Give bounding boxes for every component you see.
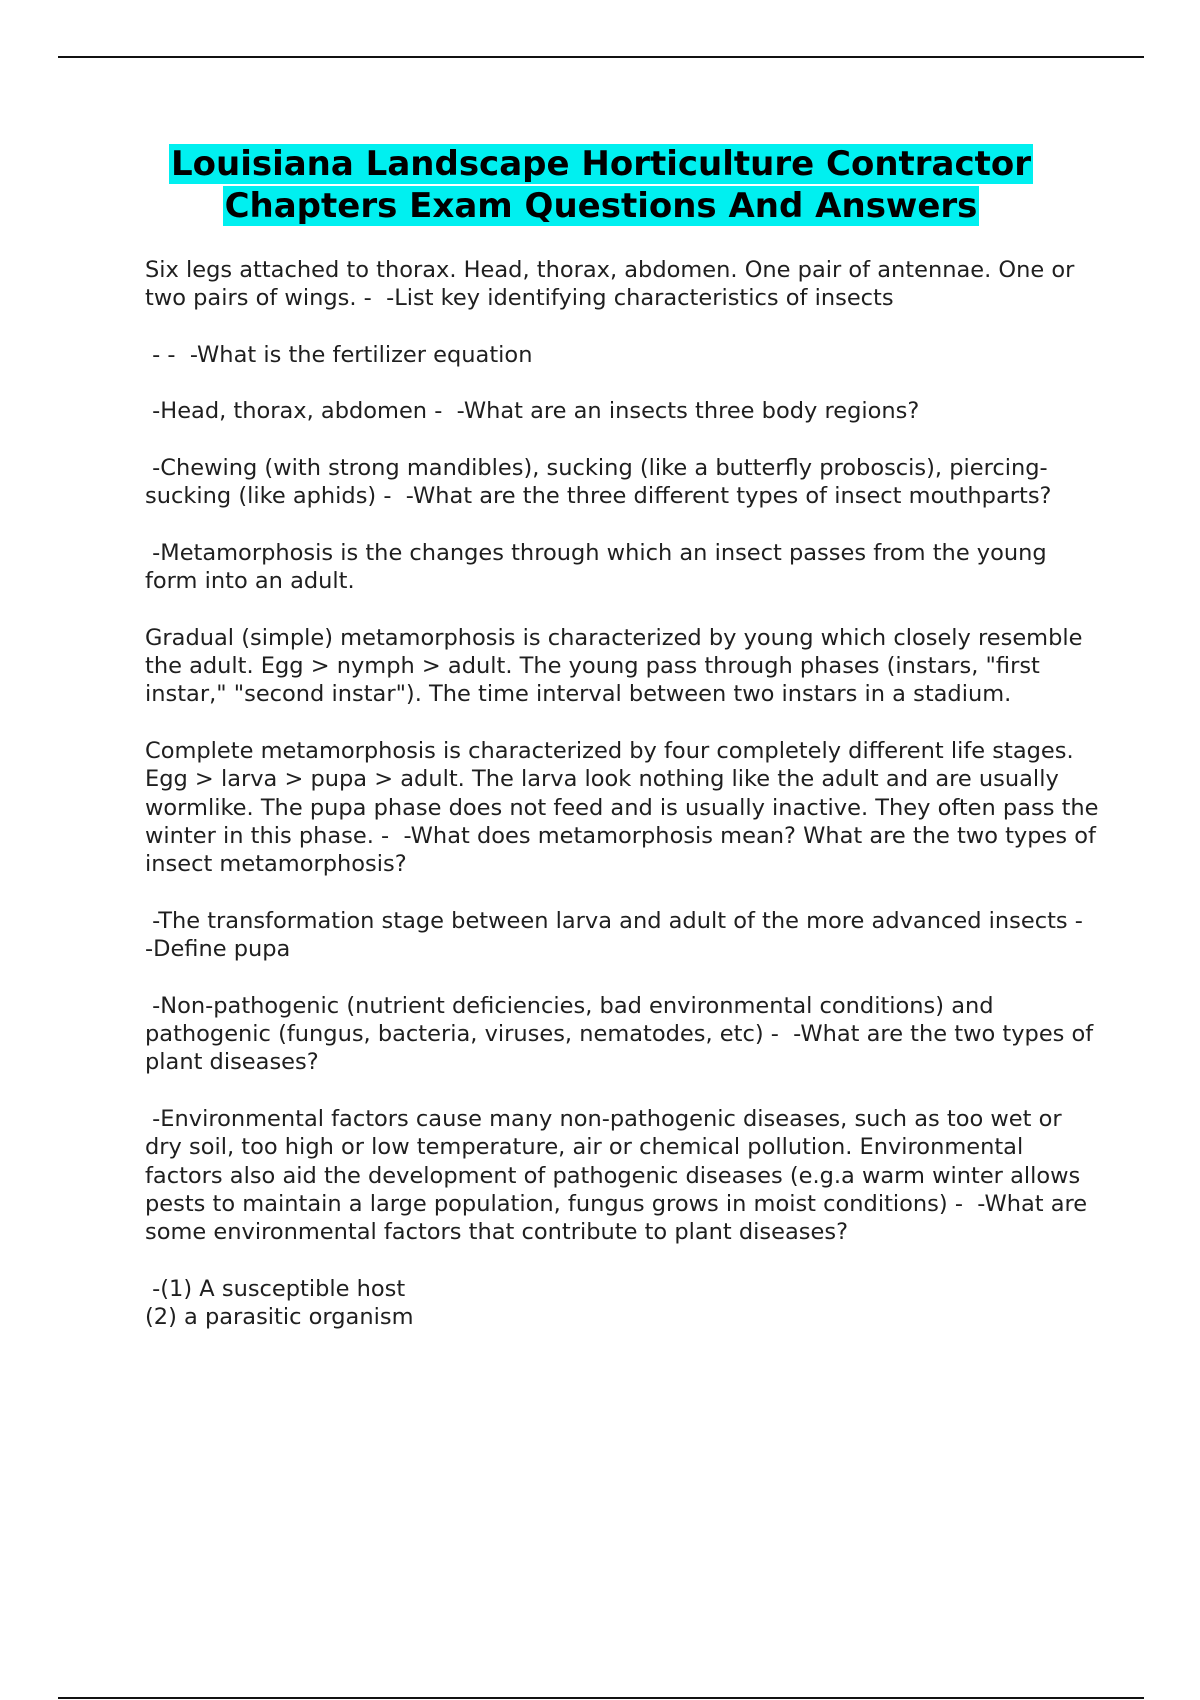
top-rule <box>58 56 1144 58</box>
qa-paragraph-11: -(1) A susceptible host (2) a parasitic organism <box>145 1275 414 1330</box>
qa-paragraph-6: Gradual (simple) metamorphosis is characterized by young which closely resemble the adult. Egg > nymph > adult. The young pass through phases (instars, "first instar," "second instar"). The time interval between two instars in a stadium. <box>145 624 1090 708</box>
bottom-rule <box>58 1697 1144 1699</box>
qa-paragraph-3: -Head, thorax, abdomen - -What are an insects three body regions? <box>145 398 920 425</box>
title-line-1: Louisiana Landscape Horticulture Contractor <box>170 144 1032 184</box>
qa-paragraph-2: - - -What is the fertilizer equation <box>145 341 533 368</box>
qa-paragraph-8: -The transformation stage between larva and adult of the more advanced insects - -Define pupa <box>145 907 1098 963</box>
qa-paragraph-4: -Chewing (with strong mandibles), sucking (like a butterfly proboscis), piercing-sucking (like aphids) - -What are the three different types of insect mouthparts? <box>145 455 1052 510</box>
qa-paragraph-9: -Non-pathogenic (nutrient deficiencies, bad environmental conditions) and pathogenic (fungus, bacteria, viruses, nematodes, etc) - -What are the two types of plant diseases? <box>145 992 1101 1076</box>
qa-paragraph-7: Complete metamorphosis is characterized by four completely different life stages. Egg > larva > pupa > adult. The larva look nothing like the adult and are usually wormlike. The pupa phase does not feed and is usually inactive. They often pass the winter in this phase. - -What does metamorphosis mean? What are the two types of insect metamorphosis? <box>145 738 1106 878</box>
qa-paragraph-5: -Metamorphosis is the changes through which an insect passes from the young form into an adult. <box>145 539 1054 595</box>
document-body <box>145 256 1105 1360</box>
title-line-2: Chapters Exam Questions And Answers <box>224 186 978 226</box>
qa-paragraph-1: Six legs attached to thorax. Head, thorax, abdomen. One pair of antennae. One or two pairs of wings. - -List key identifying characteristics of insects <box>145 257 1082 312</box>
document-title <box>58 143 1144 227</box>
qa-paragraph-10: -Environmental factors cause many non-pathogenic diseases, such as too wet or dry soil, too high or low temperature, air or chemical pollution. Environmental factors also aid the development of pathogenic diseases (e.g.a warm winter allows pests to maintain a large population, fungus grows in moist conditions) - -What are some environmental factors that contribute to plant diseases? <box>145 1105 1095 1246</box>
